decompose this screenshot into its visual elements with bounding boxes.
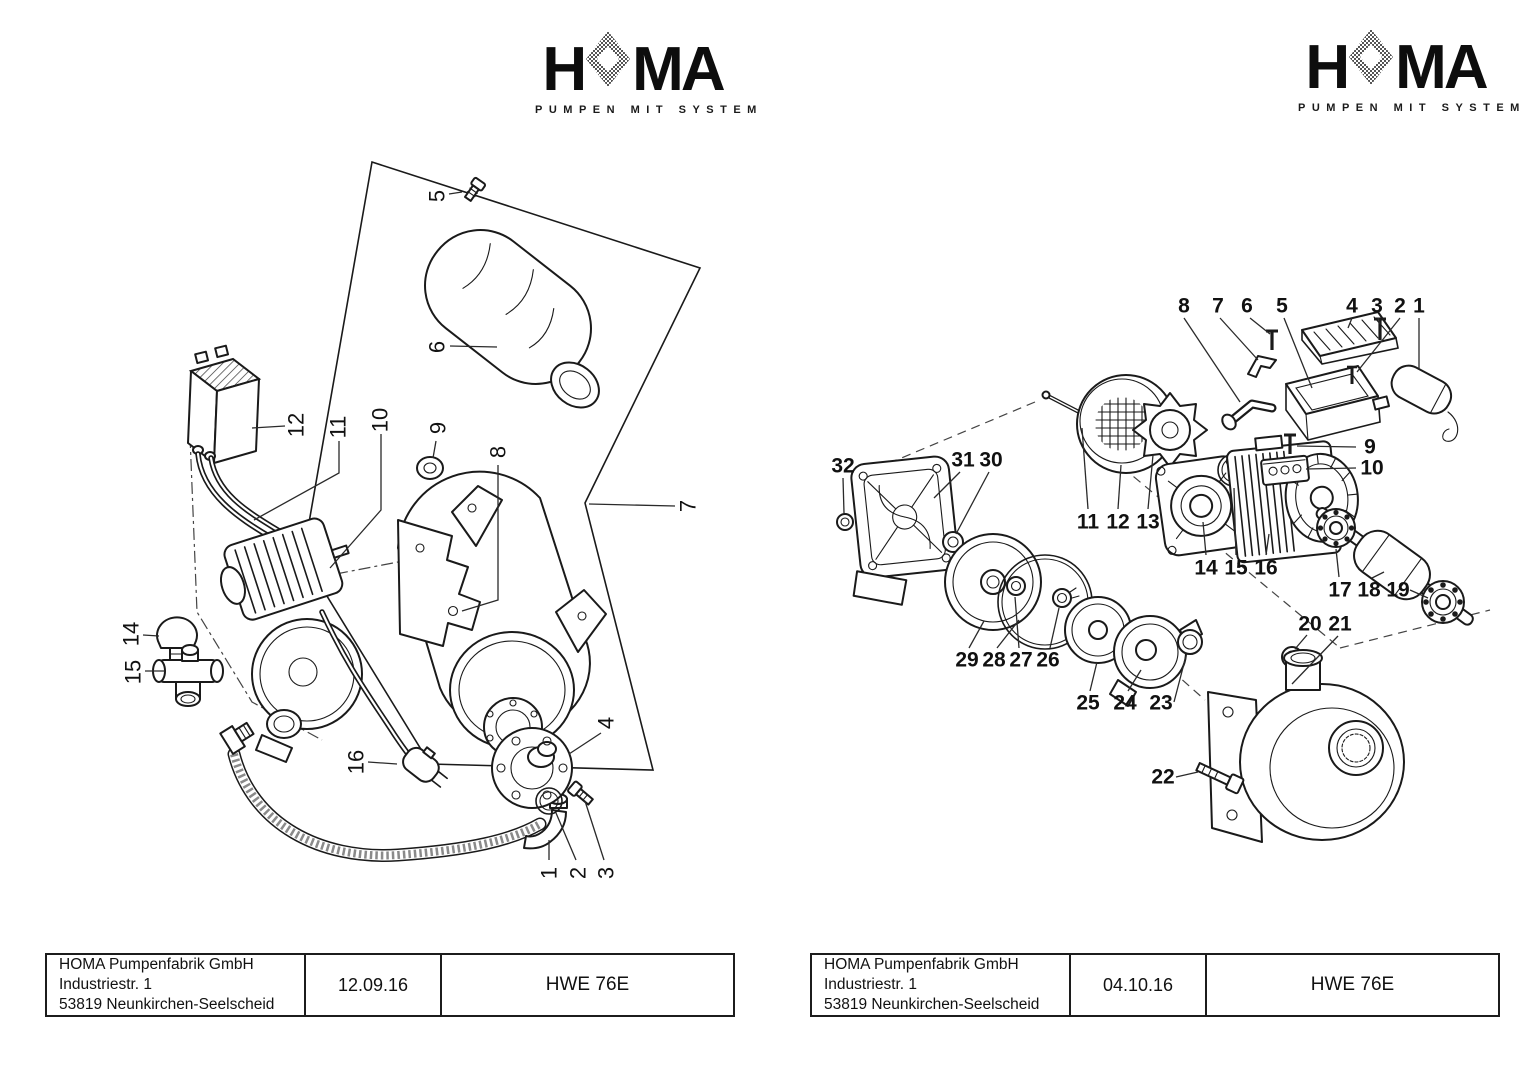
leader-line-4	[569, 733, 601, 754]
callout-number-16: 16	[1254, 556, 1278, 580]
callout-number-5: 5	[424, 189, 450, 203]
logo-letters-ma: MA	[632, 35, 723, 104]
leader-line-26	[1050, 608, 1059, 648]
company-address	[47, 955, 304, 1015]
logo-tagline: PUMPEN MIT SYSTEM	[1298, 102, 1526, 115]
company-name: HOMA Pumpenfabrik GmbH	[824, 956, 1019, 974]
left-diagram-assembled-pump	[90, 150, 720, 940]
callout-number-23: 23	[1149, 691, 1173, 715]
backplate-29	[945, 534, 1041, 630]
homa-logo-left	[535, 30, 763, 117]
callout-number-11: 11	[1076, 510, 1100, 534]
clip-7	[1248, 356, 1276, 377]
callout-number-32: 32	[831, 454, 855, 478]
company-name: HOMA Pumpenfabrik GmbH	[59, 956, 254, 974]
callout-number-1: 1	[1413, 294, 1425, 318]
logo-tagline: PUMPEN MIT SYSTEM	[535, 104, 763, 117]
motor-block	[210, 511, 359, 626]
leader-line-16	[368, 762, 397, 764]
company-city: 53819 Neunkirchen-Seelscheid	[824, 995, 1040, 1013]
callout-number-12: 12	[1106, 510, 1130, 534]
pump-cover-31	[840, 455, 962, 610]
leader-line-3	[585, 801, 604, 860]
callout-number-4: 4	[1346, 294, 1358, 318]
callout-number-14: 14	[118, 621, 144, 647]
leader-line-30	[956, 472, 989, 534]
grommet	[417, 457, 443, 479]
logo-letter-h: H	[1305, 33, 1348, 102]
callout-number-26: 26	[1036, 648, 1060, 672]
callout-number-4: 4	[593, 716, 619, 730]
callout-number-28: 28	[982, 648, 1006, 672]
callout-number-17: 17	[1328, 578, 1352, 602]
callout-number-21: 21	[1328, 612, 1352, 636]
logo-letters-ma: MA	[1395, 33, 1486, 102]
capacitor-1	[1386, 360, 1458, 441]
right-diagram-exploded-pump	[810, 290, 1510, 870]
callout-number-16: 16	[343, 749, 369, 775]
leader-line-32	[843, 478, 844, 513]
tank-flange	[492, 728, 572, 808]
plug-27	[1007, 577, 1025, 595]
cable-gland-8	[1219, 404, 1272, 432]
callout-number-27: 27	[1009, 648, 1033, 672]
callout-number-9: 9	[1364, 435, 1376, 459]
seal-ring-23	[1178, 630, 1202, 654]
callout-number-25: 25	[1076, 691, 1100, 715]
tee-fitting	[153, 645, 223, 706]
power-plug	[399, 740, 455, 793]
callout-number-10: 10	[1360, 456, 1384, 480]
fan-13	[1133, 393, 1207, 467]
callout-number-2: 2	[565, 866, 591, 880]
drawing-date: 04.10.16	[1069, 955, 1207, 1015]
callout-number-18: 18	[1357, 578, 1381, 602]
company-address	[812, 955, 1069, 1015]
homa-diamond-icon	[585, 30, 631, 96]
drain-plug-32	[837, 514, 853, 530]
callout-number-6: 6	[424, 340, 450, 354]
callout-number-22: 22	[1151, 765, 1175, 789]
leader-line-6	[1250, 318, 1270, 334]
callout-number-7: 7	[1212, 294, 1224, 318]
bearing-19	[1422, 581, 1464, 623]
homa-diamond-icon	[1348, 28, 1394, 94]
callout-number-8: 8	[485, 445, 511, 459]
leader-line-9	[433, 441, 436, 458]
callout-number-13: 13	[1136, 510, 1160, 534]
model-designation: HWE 76E	[1310, 974, 1395, 995]
flange-screw	[567, 781, 595, 807]
callout-number-11: 11	[325, 415, 351, 439]
leader-line-7	[589, 504, 675, 506]
company-street: Industriestr. 1	[824, 976, 918, 994]
leader-line-7	[1220, 318, 1258, 360]
callout-number-29: 29	[955, 648, 979, 672]
nipple-26	[1053, 588, 1079, 607]
membrane-bladder	[403, 208, 613, 417]
callout-number-20: 20	[1298, 612, 1322, 636]
company-city: 53819 Neunkirchen-Seelscheid	[59, 995, 275, 1013]
callout-number-6: 6	[1241, 294, 1253, 318]
screw-6	[1266, 331, 1278, 350]
callout-number-7: 7	[675, 499, 701, 513]
switch-cables	[198, 454, 284, 538]
callout-number-31: 31	[951, 448, 975, 472]
leader-line-20	[1295, 635, 1307, 649]
homa-logo-right	[1298, 28, 1526, 115]
leader-line-22	[1176, 772, 1198, 777]
callout-number-12: 12	[283, 412, 309, 438]
callout-number-24: 24	[1113, 691, 1137, 715]
homa-wordmark	[1298, 28, 1493, 102]
leader-line-11	[254, 441, 339, 520]
callout-number-9: 9	[425, 421, 451, 435]
callout-number-15: 15	[120, 659, 146, 685]
homa-wordmark	[535, 30, 730, 104]
callout-number-14: 14	[1194, 556, 1218, 580]
pump-volute	[252, 619, 362, 762]
drawing-date: 12.09.16	[304, 955, 442, 1015]
callout-number-3: 3	[593, 866, 619, 880]
callout-number-30: 30	[979, 448, 1003, 472]
model-designation: HWE 76E	[545, 974, 630, 995]
callout-number-10: 10	[367, 407, 393, 433]
callout-number-5: 5	[1276, 294, 1288, 318]
callout-number-3: 3	[1371, 294, 1383, 318]
callout-number-15: 15	[1224, 556, 1248, 580]
bearing-17	[1317, 509, 1355, 547]
leader-line-17	[1336, 549, 1339, 577]
leader-line-5	[449, 192, 462, 194]
leader-line-25	[1090, 662, 1097, 691]
logo-letter-h: H	[542, 35, 585, 104]
terminal-box-base-5	[1286, 366, 1389, 440]
title-block-right	[810, 953, 1500, 1017]
vent-screw	[463, 177, 486, 202]
callout-number-2: 2	[1394, 294, 1406, 318]
terminal-block-10	[1261, 456, 1309, 486]
company-street: Industriestr. 1	[59, 976, 153, 994]
title-block-left	[45, 953, 735, 1017]
callout-number-8: 8	[1178, 294, 1190, 318]
hose-fitting-top	[220, 719, 256, 754]
pressure-switch-box	[188, 346, 259, 463]
pump-body-21	[1208, 650, 1404, 842]
callout-number-1: 1	[536, 866, 562, 880]
callout-number-19: 19	[1386, 578, 1410, 602]
